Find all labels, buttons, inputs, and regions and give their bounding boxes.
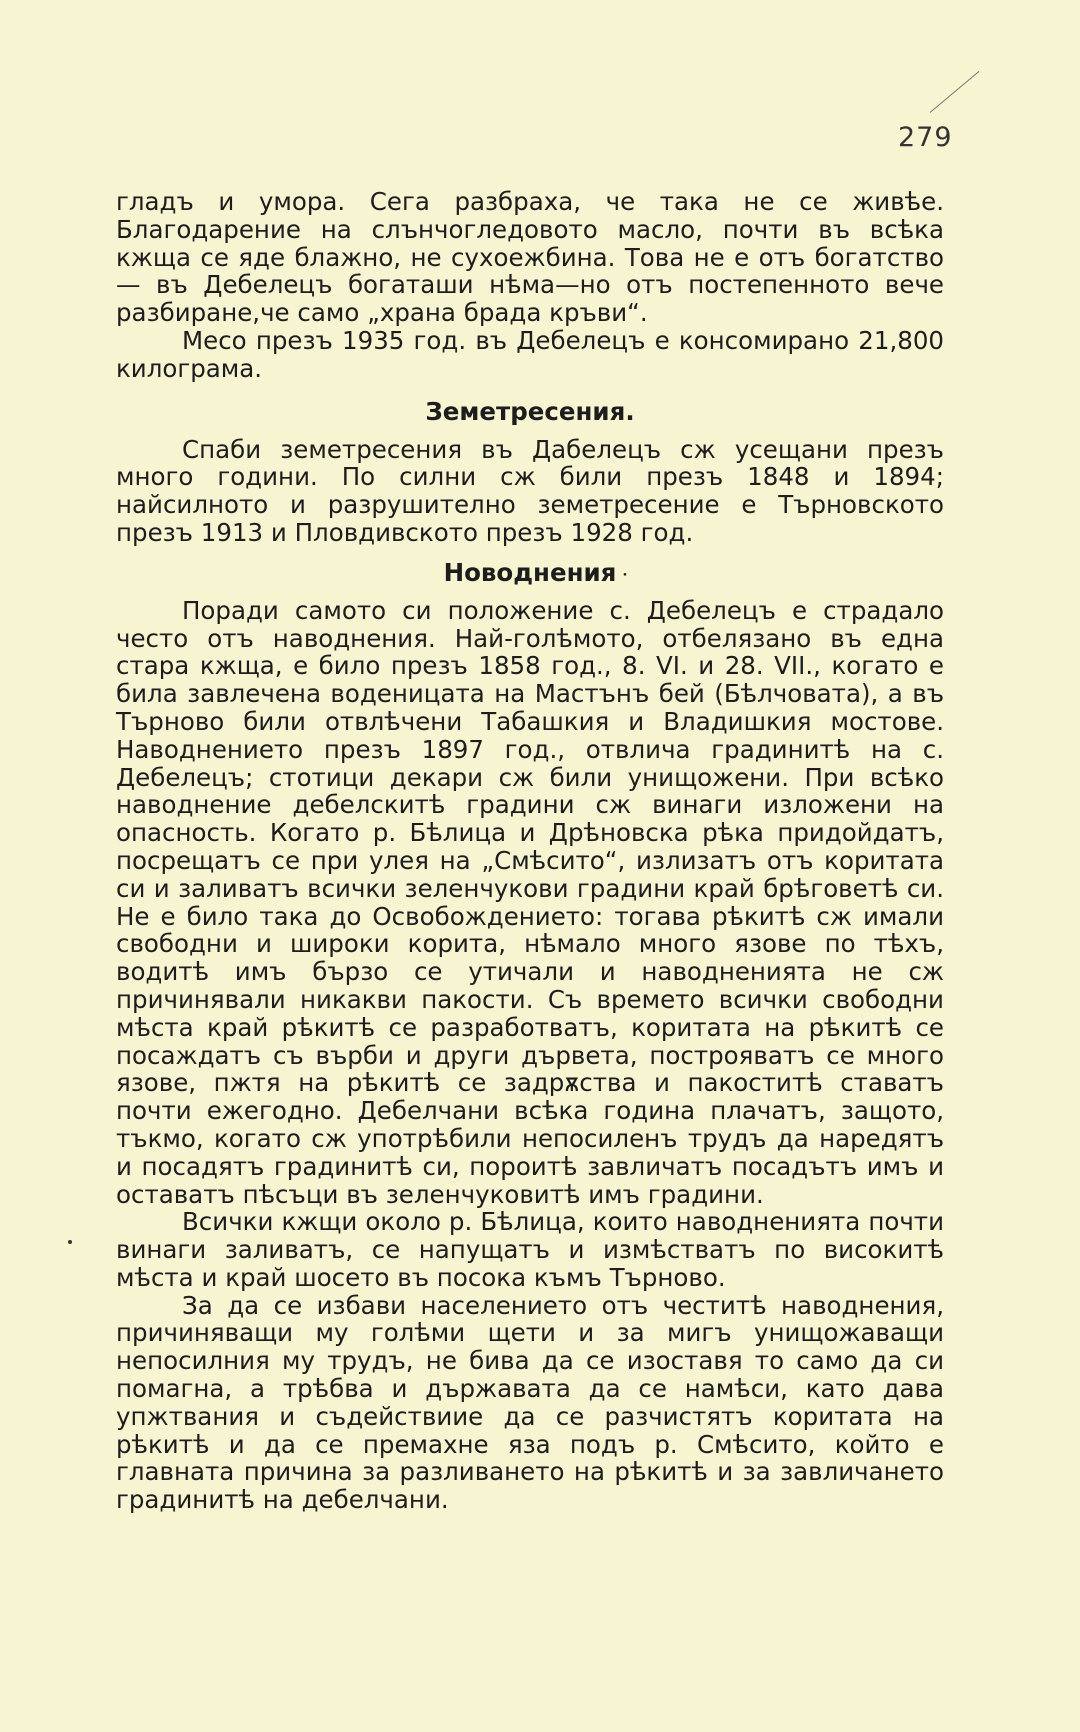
margin-dot [68,1240,72,1244]
heading-earthquakes: Земетресения. [425,396,635,426]
paragraph-floods-3: За да се избави населението отъ честитѣ наводнения, причиняващи му голѣми щети и за мигъ унищожаващи непосилния му трудъ, не бива да се изоставя то само да си помагна, а трѣбва и държавата да се намѣси, като дава упжтвания и съдействиие да се разчистятъ коритата на рѣкитѣ и да се премахне яза подъ р. Смѣсито, който е главната причина за разливането на рѣкитѣ и за завличането градинитѣ на дебелчани. [116,1290,944,1515]
paragraph-earthquakes: Спаби земетресения въ Дабелецъ сж усещани презъ много години. По силни сж били презъ 1848 и 1894; найсилното и разрушително земетресение е Търновското презъ 1913 и Пловдивското презъ 1928 год. [116,434,944,547]
paragraph-meat-consumption: Месо презъ 1935 год. въ Дебелецъ е консомирано 21,800 килограма. [116,325,944,383]
paragraph-floods-1: Поради самото си положение с. Дебелецъ е страдало често отъ наводнения. Най-голѣмото, отбелязано въ една стара кжща, е било презъ 1858 год., 8. VI. и 28. VII., когато е била завлечена воденицата на Мастънъ бей (Бѣлчовата), а въ Търново били отвлѣчени Табашкия и Владишкия мостове. Наводнението презъ 1897 год., отвлича градинитѣ на с. Дебелецъ; стотици декари сж били унищожени. При всѣко наводнение дебелскитѣ градини сж винаги изложени на опасность. Когато р. Бѣлица и Дрѣновска рѣка придойдатъ, посрещатъ се при улея на „Смѣсито“, излизатъ отъ коритата си и заливатъ всички зеленчукови градини край брѣговетѣ си. Не е било така до Освобождението: тогава рѣкитѣ сж имали свободни и широки корита, нѣмало много язове по тѣхъ, водитѣ имъ бързо се утичали и наводненията не сж причинявали никакви пакости. Съ времето всички свободни мѣста край рѣкитѣ се разработватъ, коритата на рѣкитѣ се посаждатъ съ върби и други дървета, построяватъ се много язове, пжтя на рѣкитѣ се задрѫства и пакоститѣ ставатъ почти ежегодно. Дебелчани всѣка година плачатъ, защото, тъкмо, когато сж употрѣбили непосиленъ трудъ да наредятъ и посадятъ градинитѣ си, пороитѣ завличатъ посадътъ имъ и оставатъ пѣсъци въ зеленчуковитѣ имъ градини. [116,595,944,1209]
paragraph-continued: гладъ и умора. Сега разбраха, че така не се живѣе. Благодарение на слънчогледовото масло, почти въ всѣка кжща се яде блажно, не сухоежбина. Това не е отъ богатство— въ Дебелецъ богаташи нѣма—но отъ постепенното вече разбиране,че само „храна брада кръви“. [116,187,944,328]
paragraph-floods-2: Всички кжщи около р. Бѣлица, които наводненията почти винаги заливатъ, се напущатъ и измѣстватъ по високитѣ мѣста и край шосето въ посока къмъ Търново. [116,1207,944,1292]
page-body [116,188,944,1514]
heading-floods: Новодненияּ [443,557,617,587]
pencil-corner-mark [930,71,980,113]
page-number: 279 [898,122,953,153]
